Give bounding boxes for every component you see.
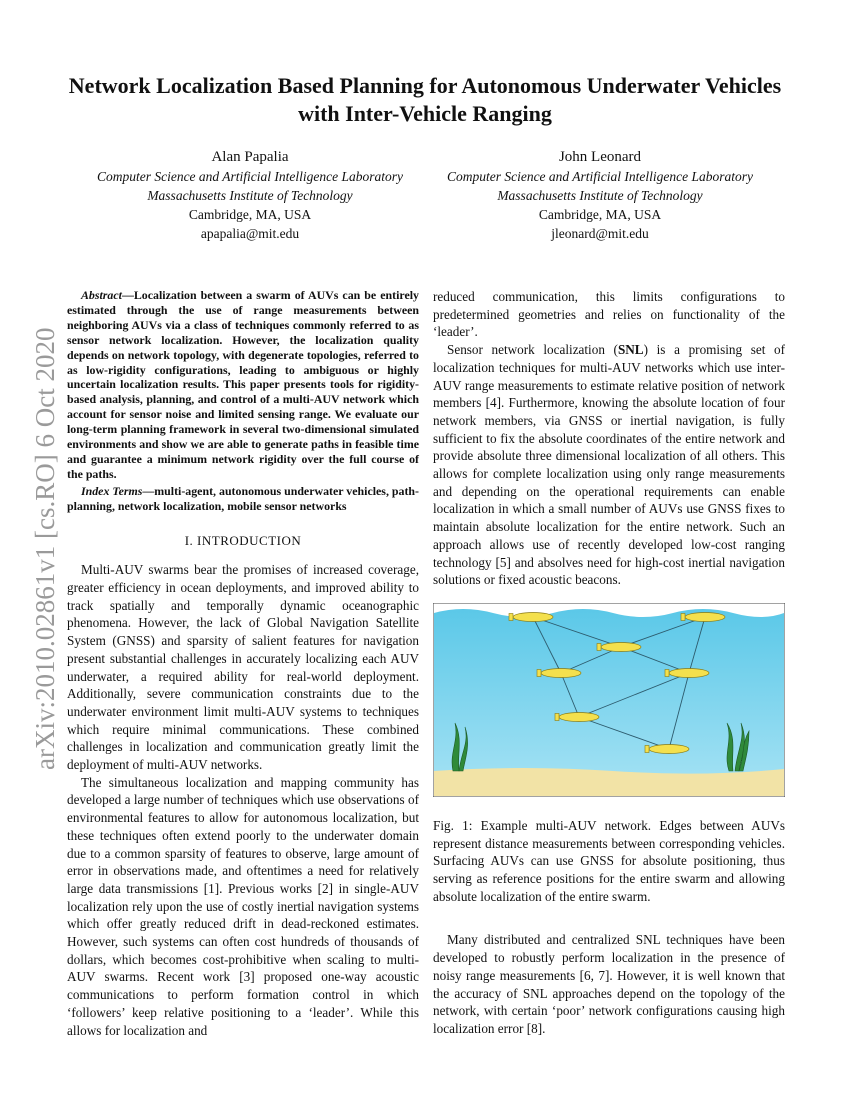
intro-paragraph-1: Multi-AUV swarms bear the promises of increased coverage, greater efficiency in ocean deployments, and improved ability to track spatially and temporally dynamic oceanographic phenomena. However, the lack of Global Navigation Satellite System (GNSS) and sparsity of salient features for navigation present substantial challenges in accurately localizing each AUV underwater, a required ability for real-world deployment. Additionally, severe communication constraints due to the underwater environment limit multi-AUV systems to techniques which require minimal communications. These combined challenges in localization and communication greatly limit the deployment of multi-AUV networks.: [67, 562, 419, 773]
abstract-text: Localization between a swarm of AUVs can be entirely estimated through the use of range measurements between neighboring AUVs via a class of techniques commonly referred to as sensor network localization. However, the localization quality depends on network topology, with degenerate topologies, referred to as low-rigidity configurations, leading to ambiguous or highly uncertain localization results. This paper presents tools for rigidity-based analysis, planning, and control of a multi-AUV network which account for sensor noise and limited sensing range. We evaluate our long-term planning framework in several two-dimensional simulated environments and show we are able to generate paths in feasible time and guarantee a minimum network rigidity over the full course of the paths.: [67, 288, 419, 481]
intro-paragraph-2-continued: reduced communication, this limits configurations to predetermined geometries and relies on functionality of the ‘leader’.: [433, 289, 785, 340]
abstract: Abstract—Localization between a swarm of AUVs can be entirely estimated through the use of range measurements between neighboring AUVs via a class of techniques commonly referred to as sensor network localization. However, the localization quality depends on network topology, with degenerate topologies, referred to as low-rigidity configurations, leading to ambiguous or highly uncertain localization results. This paper presents tools for rigidity-based analysis, planning, and control of a multi-AUV network which account for sensor noise and limited sensing range. We evaluate our long-term planning framework in several two-dimensional simulated environments and show we are able to generate paths in feasible time and guarantee a minimum network rigidity over the full course of the paths.: [67, 288, 419, 481]
author-location: Cambridge, MA, USA: [538, 207, 662, 222]
author-block-1: [80, 148, 420, 243]
author-lab: Computer Science and Artificial Intelligence Laboratory: [96, 169, 404, 184]
figure-caption: Fig. 1: Example multi-AUV network. Edges between AUVs represent distance measurements between corresponding vehicles. Surfacing AUVs can use GNSS for absolute positioning, thus serving as reference positions for the entire swarm and allowing absolute localization of the entire swarm.: [433, 817, 785, 904]
index-terms-label: Index Terms: [81, 483, 143, 498]
snl-techniques-paragraph: Many distributed and centralized SNL techniques have been developed to robustly perform localization in the presence of noisy range measurements [6, 7]. However, it is well known that the accuracy of SNL approaches depend on the topology of the network, with certain ‘poor’ network configurations causing high localization error [8].: [433, 932, 785, 1036]
intro-paragraph-2: The simultaneous localization and mapping community has developed a large number of techniques which use observations of environmental features to allow for autonomous localization, but these techniques often extend poorly to the underwater domain due to a common sparsity of features to observe, large amount of error in observations made, and oftentimes a need for relatively large data transmissions [1]. Previous works [2] in single-AUV localization rely upon the use of costly inertial navigation systems which offer greatly reduced drift in dead-reckoned estimates. However, such systems can often cost hundreds of thousands of dollars, which becomes cost-prohibitive when scaling to multi-AUV swarms. Recent work [3] proposed one-way acoustic communications to perform formation control in which ‘followers’ keep relative positioning to a ‘leader’. While this allows for localization and: [67, 774, 419, 1038]
snl-text-after: ) is a promising set of localization techniques for multi-AUV networks which use inter-AUV range measurements to estimate relative position of network members [4]. Furthermore, knowing the absolute location of four network members, via GNSS or inertial navigation, is fully sufficient to fix the absolute coordinates of the entire network and provide absolute three dimensional localization of all others. This allows for complete localization using only range measurements and depending on the operational requirements can enable localization in which a small number of AUVs use GNSS fixes to maintain absolute localization for the entire network. Such an approach allows use of recently developed low-cost ranging technology [5] and absolves need for high-cost inertial navigation solutions or fixed acoustic beacons.: [433, 342, 785, 588]
snl-paragraph: [433, 341, 785, 589]
author-lab: Computer Science and Artificial Intelligence Laboratory: [446, 169, 754, 184]
author-block-2: [430, 148, 770, 243]
arxiv-stamp-text: arXiv:2010.02861v1 [cs.RO] 6 Oct 2020: [30, 327, 60, 770]
abstract-label: Abstract: [81, 288, 122, 302]
author-email[interactable]: apapalia@mit.edu: [200, 226, 300, 241]
left-column: [67, 288, 419, 1039]
author-name: Alan Papalia: [211, 149, 289, 165]
author-name: John Leonard: [558, 149, 642, 165]
snl-text-before: Sensor network localization (: [447, 342, 618, 358]
section-heading: I. INTRODUCTION: [184, 532, 302, 548]
arxiv-stamp: [8, 0, 68, 800]
author-institute: Massachusetts Institute of Technology: [497, 188, 703, 203]
author-institute: Massachusetts Institute of Technology: [147, 188, 353, 203]
index-terms: Index Terms—multi-agent, autonomous underwater vehicles, path-planning, network localization, mobile sensor networks: [67, 483, 419, 513]
right-column: [433, 288, 785, 1038]
paper-title: Network Localization Based Planning for Autonomous Underwater Vehicles with Inter-Vehicle Ranging: [68, 73, 782, 126]
index-terms-text: multi-agent, autonomous underwater vehicles, path-planning, network localization, mobile sensor networks: [67, 483, 419, 513]
author-email[interactable]: jleonard@mit.edu: [551, 226, 649, 241]
snl-abbreviation: SNL: [617, 342, 644, 358]
figure-1: [433, 603, 785, 797]
author-location: Cambridge, MA, USA: [188, 207, 312, 222]
